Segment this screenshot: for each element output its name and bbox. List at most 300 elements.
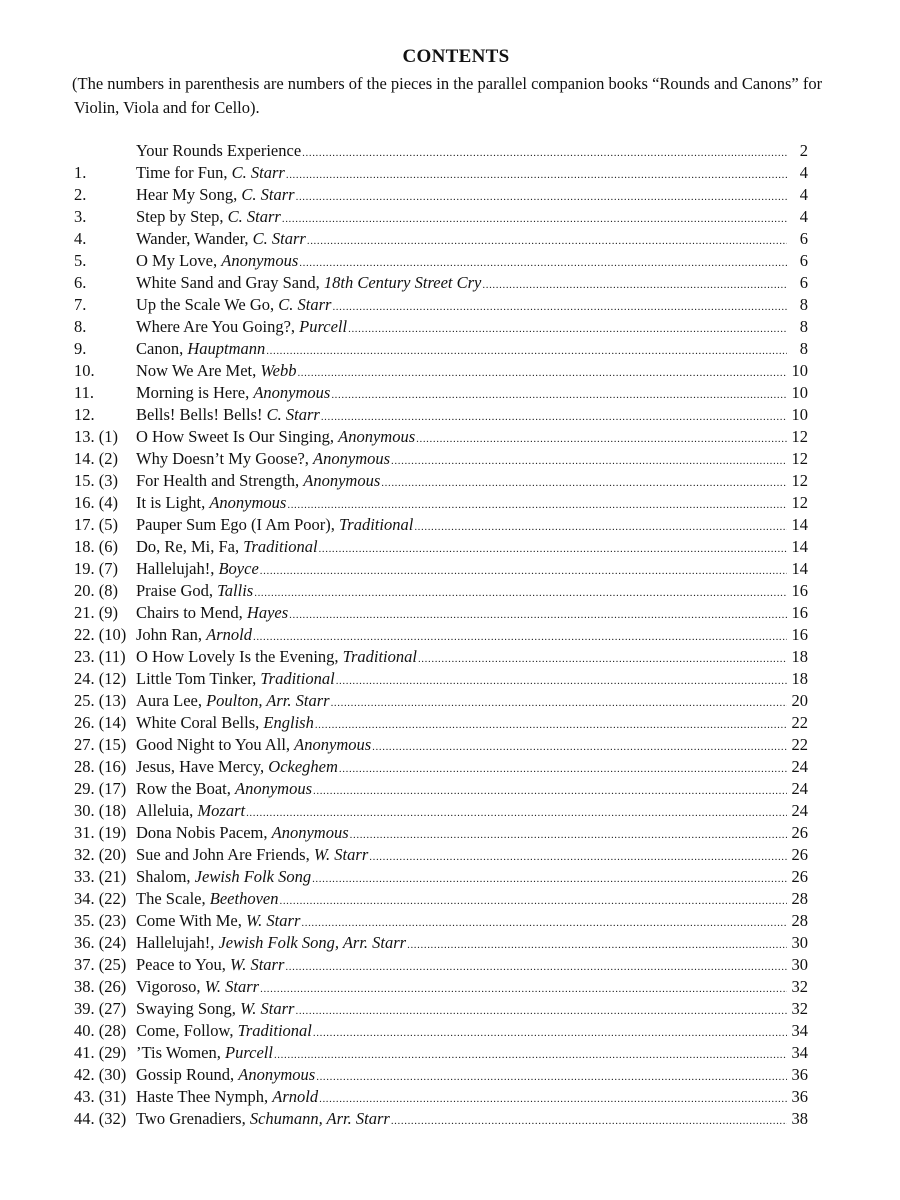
dot-leader xyxy=(372,734,787,758)
entry-label xyxy=(136,954,284,976)
composer-name: C. Starr xyxy=(241,185,295,204)
toc-row xyxy=(0,734,900,756)
piece-title: White Sand and Gray Sand, xyxy=(136,273,324,292)
composer-name: Anonymous xyxy=(235,779,312,798)
dot-leader xyxy=(274,1042,787,1066)
piece-number: 31. (19) xyxy=(74,823,127,842)
toc-row xyxy=(0,338,900,360)
piece-title: Gossip Round, xyxy=(136,1065,239,1084)
toc-row xyxy=(0,624,900,646)
entry-label xyxy=(136,910,300,932)
piece-number: 42. (30) xyxy=(74,1065,127,1084)
piece-title: Why Doesn’t My Goose?, xyxy=(136,449,314,468)
entry-label xyxy=(136,382,330,404)
entry-label xyxy=(136,888,278,910)
toc-row xyxy=(0,998,900,1020)
dot-leader xyxy=(315,712,787,736)
page-number: 10 xyxy=(791,361,808,380)
page-number: 32 xyxy=(791,999,808,1018)
composer-name: Boyce xyxy=(218,559,259,578)
toc-entry xyxy=(136,514,808,538)
piece-number: 30. (18) xyxy=(74,801,127,820)
dot-leader xyxy=(279,888,787,912)
entry-label xyxy=(136,646,417,668)
dot-leader xyxy=(321,404,787,428)
toc-row xyxy=(0,294,900,316)
entry-label xyxy=(136,976,259,998)
toc-row xyxy=(0,932,900,954)
composer-name: Anonymous xyxy=(303,471,381,490)
toc-entry xyxy=(136,844,808,868)
piece-title: Praise God, xyxy=(136,581,218,600)
piece-title: Now We Are Met, xyxy=(136,361,261,380)
toc-row xyxy=(0,1020,900,1042)
dot-leader xyxy=(260,976,787,1000)
toc-entry xyxy=(136,1064,808,1088)
dot-leader xyxy=(319,1086,787,1110)
toc-entry xyxy=(136,162,808,186)
toc-row xyxy=(0,646,900,668)
page-number: 38 xyxy=(791,1109,808,1128)
composer-name: Hauptmann xyxy=(187,339,266,358)
page-number: 28 xyxy=(791,889,808,908)
piece-title: Wander, Wander, xyxy=(136,229,253,248)
toc-row xyxy=(0,668,900,690)
toc-entry xyxy=(136,998,808,1022)
dot-leader xyxy=(316,1064,787,1088)
piece-title: Row the Boat, xyxy=(136,779,235,798)
entry-label xyxy=(136,294,331,316)
page-number: 10 xyxy=(791,405,808,424)
piece-title: John Ran, xyxy=(136,625,207,644)
entry-label xyxy=(136,162,285,184)
dot-leader xyxy=(331,382,787,406)
dot-leader xyxy=(260,558,787,582)
piece-number: 17. (5) xyxy=(74,515,118,534)
toc-row xyxy=(0,536,900,558)
piece-number: 9. xyxy=(74,339,87,358)
entry-label xyxy=(136,866,311,888)
composer-name: Ockeghem xyxy=(268,757,338,776)
page-number: 12 xyxy=(791,427,808,446)
entry-label xyxy=(136,470,380,492)
entry-label xyxy=(136,668,335,690)
dot-leader xyxy=(254,580,787,604)
piece-number: 20. (8) xyxy=(74,581,118,600)
piece-number: 19. (7) xyxy=(74,559,118,578)
toc-entry xyxy=(136,316,808,340)
piece-number: 41. (29) xyxy=(74,1043,127,1062)
piece-number: 16. (4) xyxy=(74,493,118,512)
piece-title: Where Are You Going?, xyxy=(136,317,300,336)
page-number: 18 xyxy=(791,669,808,688)
page-number: 12 xyxy=(791,493,808,512)
entry-label xyxy=(136,558,259,580)
entry-label xyxy=(136,1020,312,1042)
dot-leader xyxy=(319,536,787,560)
toc-row xyxy=(0,910,900,932)
piece-title: Time for Fun, xyxy=(136,163,232,182)
dot-leader xyxy=(348,316,787,340)
dot-leader xyxy=(295,998,787,1022)
piece-title: For Health and Strength, xyxy=(136,471,304,490)
piece-title: Hallelujah!, xyxy=(136,933,219,952)
page-number: 16 xyxy=(791,625,808,644)
piece-title: Chairs to Mend, xyxy=(136,603,247,622)
entry-label xyxy=(136,140,301,162)
piece-title: Do, Re, Mi, Fa, xyxy=(136,537,244,556)
toc-row xyxy=(0,690,900,712)
page-number: 34 xyxy=(791,1021,808,1040)
composer-name: Poulton, Arr. Starr xyxy=(206,691,330,710)
page-number: 30 xyxy=(791,933,808,952)
toc-entry xyxy=(136,954,808,978)
toc-row xyxy=(0,426,900,448)
page-number: 22 xyxy=(791,735,808,754)
toc-entry xyxy=(136,1108,808,1132)
composer-name: Tallis xyxy=(217,581,254,600)
dot-leader xyxy=(414,514,787,538)
piece-number: 43. (31) xyxy=(74,1087,127,1106)
page-number: 36 xyxy=(791,1065,808,1084)
piece-number: 23. (11) xyxy=(74,647,126,666)
piece-number: 32. (20) xyxy=(74,845,127,864)
toc-row xyxy=(0,756,900,778)
composer-name: W. Starr xyxy=(229,955,285,974)
toc-entry xyxy=(136,382,808,406)
toc-entry xyxy=(136,206,808,230)
composer-name: Traditional xyxy=(243,537,318,556)
piece-number: 35. (23) xyxy=(74,911,127,930)
dot-leader xyxy=(391,448,787,472)
page-number: 12 xyxy=(791,449,808,468)
page-number: 6 xyxy=(799,251,808,270)
entry-label xyxy=(136,338,265,360)
toc-row xyxy=(0,954,900,976)
piece-number: 4. xyxy=(74,229,87,248)
dot-leader xyxy=(369,844,787,868)
toc-row xyxy=(0,404,900,426)
toc-row xyxy=(0,470,900,492)
toc-entry xyxy=(136,1020,808,1044)
toc-row xyxy=(0,448,900,470)
page-number: 8 xyxy=(799,339,808,358)
toc-row xyxy=(0,1064,900,1086)
piece-title: Canon, xyxy=(136,339,188,358)
page-number: 8 xyxy=(799,317,808,336)
entry-label xyxy=(136,426,415,448)
entry-label xyxy=(136,822,349,844)
composer-name: English xyxy=(263,713,314,732)
toc-row xyxy=(0,866,900,888)
page-number: 20 xyxy=(791,691,808,710)
dot-leader xyxy=(286,162,787,186)
toc-entry xyxy=(136,558,808,582)
toc-entry xyxy=(136,360,808,384)
composer-name: W. Starr xyxy=(313,845,369,864)
piece-number: 29. (17) xyxy=(74,779,127,798)
piece-title: Pauper Sum Ego (I Am Poor), xyxy=(136,515,340,534)
toc-row xyxy=(0,822,900,844)
entry-label xyxy=(136,1086,318,1108)
page-number: 26 xyxy=(791,823,808,842)
piece-title: Vigoroso, xyxy=(136,977,205,996)
page-number: 26 xyxy=(791,867,808,886)
entry-label xyxy=(136,624,252,646)
piece-title: Come, Follow, xyxy=(136,1021,238,1040)
dot-leader xyxy=(307,228,787,252)
dot-leader xyxy=(350,822,787,846)
piece-title: Up the Scale We Go, xyxy=(136,295,279,314)
composer-name: Traditional xyxy=(260,669,335,688)
dot-leader xyxy=(285,954,787,978)
entry-label xyxy=(136,316,347,338)
piece-title: Hear My Song, xyxy=(136,185,242,204)
page-number: 4 xyxy=(799,163,808,182)
composer-name: Purcell xyxy=(225,1043,273,1062)
dot-leader xyxy=(297,360,787,384)
entry-label xyxy=(136,184,295,206)
entry-label xyxy=(136,1108,390,1130)
intro-note: (The numbers in parenthesis are numbers of the pieces in the parallel companion books “Rounds and Canons” for Violin, Viola and for Cello). xyxy=(72,74,823,117)
piece-title: Two Grenadiers, xyxy=(136,1109,250,1128)
page-number: 22 xyxy=(791,713,808,732)
toc-row xyxy=(0,140,900,162)
piece-title: Peace to You, xyxy=(136,955,230,974)
dot-leader xyxy=(407,932,787,956)
composer-name: C. Starr xyxy=(227,207,281,226)
entry-label xyxy=(136,932,406,954)
piece-title: Dona Nobis Pacem, xyxy=(136,823,272,842)
page-number: 4 xyxy=(799,185,808,204)
toc-entry xyxy=(136,668,808,692)
piece-title: Morning is Here, xyxy=(136,383,254,402)
piece-title: Swaying Song, xyxy=(136,999,241,1018)
dot-leader xyxy=(331,690,787,714)
entry-label xyxy=(136,602,288,624)
toc-row xyxy=(0,250,900,272)
toc-row xyxy=(0,976,900,998)
dot-leader xyxy=(418,646,787,670)
piece-number: 18. (6) xyxy=(74,537,118,556)
composer-name: Beethoven xyxy=(209,889,279,908)
piece-number: 12. xyxy=(74,405,95,424)
dot-leader xyxy=(302,140,787,164)
dot-leader xyxy=(482,272,787,296)
entry-label xyxy=(136,250,298,272)
toc-row xyxy=(0,558,900,580)
dot-leader xyxy=(336,668,787,692)
piece-number: 13. (1) xyxy=(74,427,118,446)
piece-number: 2. xyxy=(74,185,87,204)
piece-number: 33. (21) xyxy=(74,867,127,886)
composer-name: Webb xyxy=(260,361,297,380)
toc-entry xyxy=(136,448,808,472)
toc-entry xyxy=(136,404,808,428)
page-number: 4 xyxy=(799,207,808,226)
toc-entry xyxy=(136,910,808,934)
page-number: 8 xyxy=(799,295,808,314)
composer-name: Anonymous xyxy=(313,449,391,468)
toc-row xyxy=(0,228,900,250)
toc-entry xyxy=(136,756,808,780)
piece-number: 7. xyxy=(74,295,87,314)
piece-number: 21. (9) xyxy=(74,603,118,622)
dot-leader xyxy=(301,910,787,934)
entry-label xyxy=(136,492,286,514)
dot-leader xyxy=(339,756,787,780)
piece-number: 6. xyxy=(74,273,87,292)
page-title: CONTENTS xyxy=(402,46,510,67)
toc-row xyxy=(0,712,900,734)
page-number: 34 xyxy=(791,1043,808,1062)
dot-leader xyxy=(332,294,787,318)
dot-leader xyxy=(266,338,787,362)
piece-number: 22. (10) xyxy=(74,625,127,644)
toc-row xyxy=(0,580,900,602)
toc-row xyxy=(0,382,900,404)
composer-name: Jewish Folk Song xyxy=(194,867,312,886)
dot-leader xyxy=(296,184,787,208)
piece-title: White Coral Bells, xyxy=(136,713,264,732)
piece-title: It is Light, xyxy=(136,493,210,512)
page-number: 16 xyxy=(791,603,808,622)
piece-number: 15. (3) xyxy=(74,471,118,490)
page-number: 24 xyxy=(791,779,808,798)
piece-title: Good Night to You All, xyxy=(136,735,295,754)
composer-name: C. Starr xyxy=(231,163,285,182)
page-number: 26 xyxy=(791,845,808,864)
dot-leader xyxy=(246,800,787,824)
piece-number: 26. (14) xyxy=(74,713,127,732)
toc-entry xyxy=(136,294,808,318)
toc-entry xyxy=(136,712,808,736)
composer-name: Anonymous xyxy=(238,1065,316,1084)
entry-label xyxy=(136,734,371,756)
toc-entry xyxy=(136,976,808,1000)
entry-label xyxy=(136,712,314,734)
dot-leader xyxy=(253,624,787,648)
piece-number: 39. (27) xyxy=(74,999,127,1018)
piece-number: 36. (24) xyxy=(74,933,127,952)
toc-entry xyxy=(136,140,808,164)
toc-row xyxy=(0,360,900,382)
entry-label xyxy=(136,800,245,822)
toc-entry xyxy=(136,250,808,274)
toc-row xyxy=(0,1108,900,1130)
piece-title: O How Lovely Is the Evening, xyxy=(136,647,343,666)
toc-row xyxy=(0,1086,900,1108)
composer-name: Traditional xyxy=(339,515,414,534)
composer-name: C. Starr xyxy=(278,295,332,314)
composer-name: Traditional xyxy=(237,1021,312,1040)
composer-name: Arnold xyxy=(206,625,252,644)
piece-title: Shalom, xyxy=(136,867,195,886)
toc-row xyxy=(0,602,900,624)
toc-entry xyxy=(136,536,808,560)
entry-label xyxy=(136,690,330,712)
entry-label xyxy=(136,272,481,294)
piece-number: 14. (2) xyxy=(74,449,118,468)
piece-title: Jesus, Have Mercy, xyxy=(136,757,269,776)
toc-row xyxy=(0,272,900,294)
toc-row xyxy=(0,800,900,822)
toc-entry xyxy=(136,580,808,604)
toc-entry xyxy=(136,470,808,494)
toc-entry xyxy=(136,888,808,912)
composer-name: W. Starr xyxy=(240,999,295,1018)
dot-leader xyxy=(287,492,787,516)
piece-number: 37. (25) xyxy=(74,955,127,974)
composer-name: Anonymous xyxy=(294,735,372,754)
toc-row xyxy=(0,514,900,536)
piece-number: 44. (32) xyxy=(74,1109,127,1128)
piece-number: 3. xyxy=(74,207,87,226)
toc-entry xyxy=(136,646,808,670)
page-number: 6 xyxy=(799,229,808,248)
entry-label xyxy=(136,448,390,470)
toc-entry xyxy=(136,1042,808,1066)
dot-leader xyxy=(312,866,787,890)
page-number: 32 xyxy=(791,977,808,996)
toc-row xyxy=(0,778,900,800)
toc-entry xyxy=(136,1086,808,1110)
piece-number: 24. (12) xyxy=(74,669,127,688)
toc-entry xyxy=(136,184,808,208)
page-number: 2 xyxy=(799,141,808,160)
composer-name: Jewish Folk Song, Arr. Starr xyxy=(218,933,407,952)
piece-number: 27. (15) xyxy=(74,735,127,754)
piece-title: Aura Lee, xyxy=(136,691,207,710)
toc-entry xyxy=(136,426,808,450)
piece-number: 34. (22) xyxy=(74,889,127,908)
dot-leader xyxy=(313,1020,787,1044)
dot-leader xyxy=(289,602,787,626)
piece-number: 28. (16) xyxy=(74,757,127,776)
toc-entry xyxy=(136,778,808,802)
entry-label xyxy=(136,536,318,558)
composer-name: Anonymous xyxy=(221,251,299,270)
toc-entry xyxy=(136,932,808,956)
dot-leader xyxy=(391,1108,787,1132)
piece-title: Your Rounds Experience xyxy=(136,141,302,160)
entry-label xyxy=(136,778,312,800)
toc-row xyxy=(0,316,900,338)
composer-name: Anonymous xyxy=(271,823,349,842)
entry-label xyxy=(136,360,296,382)
toc-entry xyxy=(136,492,808,516)
entry-label xyxy=(136,1064,315,1086)
entry-label xyxy=(136,756,338,778)
piece-number: 11. xyxy=(74,383,95,402)
toc-entry xyxy=(136,734,808,758)
piece-number: 10. xyxy=(74,361,95,380)
dot-leader xyxy=(381,470,787,494)
page-number: 24 xyxy=(791,757,808,776)
composer-name: Schumann, Arr. Starr xyxy=(249,1109,390,1128)
piece-number: 1. xyxy=(74,163,87,182)
composer-name: Anonymous xyxy=(209,493,287,512)
toc-entry xyxy=(136,690,808,714)
entry-label xyxy=(136,228,306,250)
page-number: 16 xyxy=(791,581,808,600)
entry-label xyxy=(136,1042,273,1064)
piece-number: 40. (28) xyxy=(74,1021,127,1040)
composer-name: Mozart xyxy=(197,801,246,820)
toc-entry xyxy=(136,602,808,626)
piece-title: Come With Me, xyxy=(136,911,246,930)
toc-row xyxy=(0,206,900,228)
